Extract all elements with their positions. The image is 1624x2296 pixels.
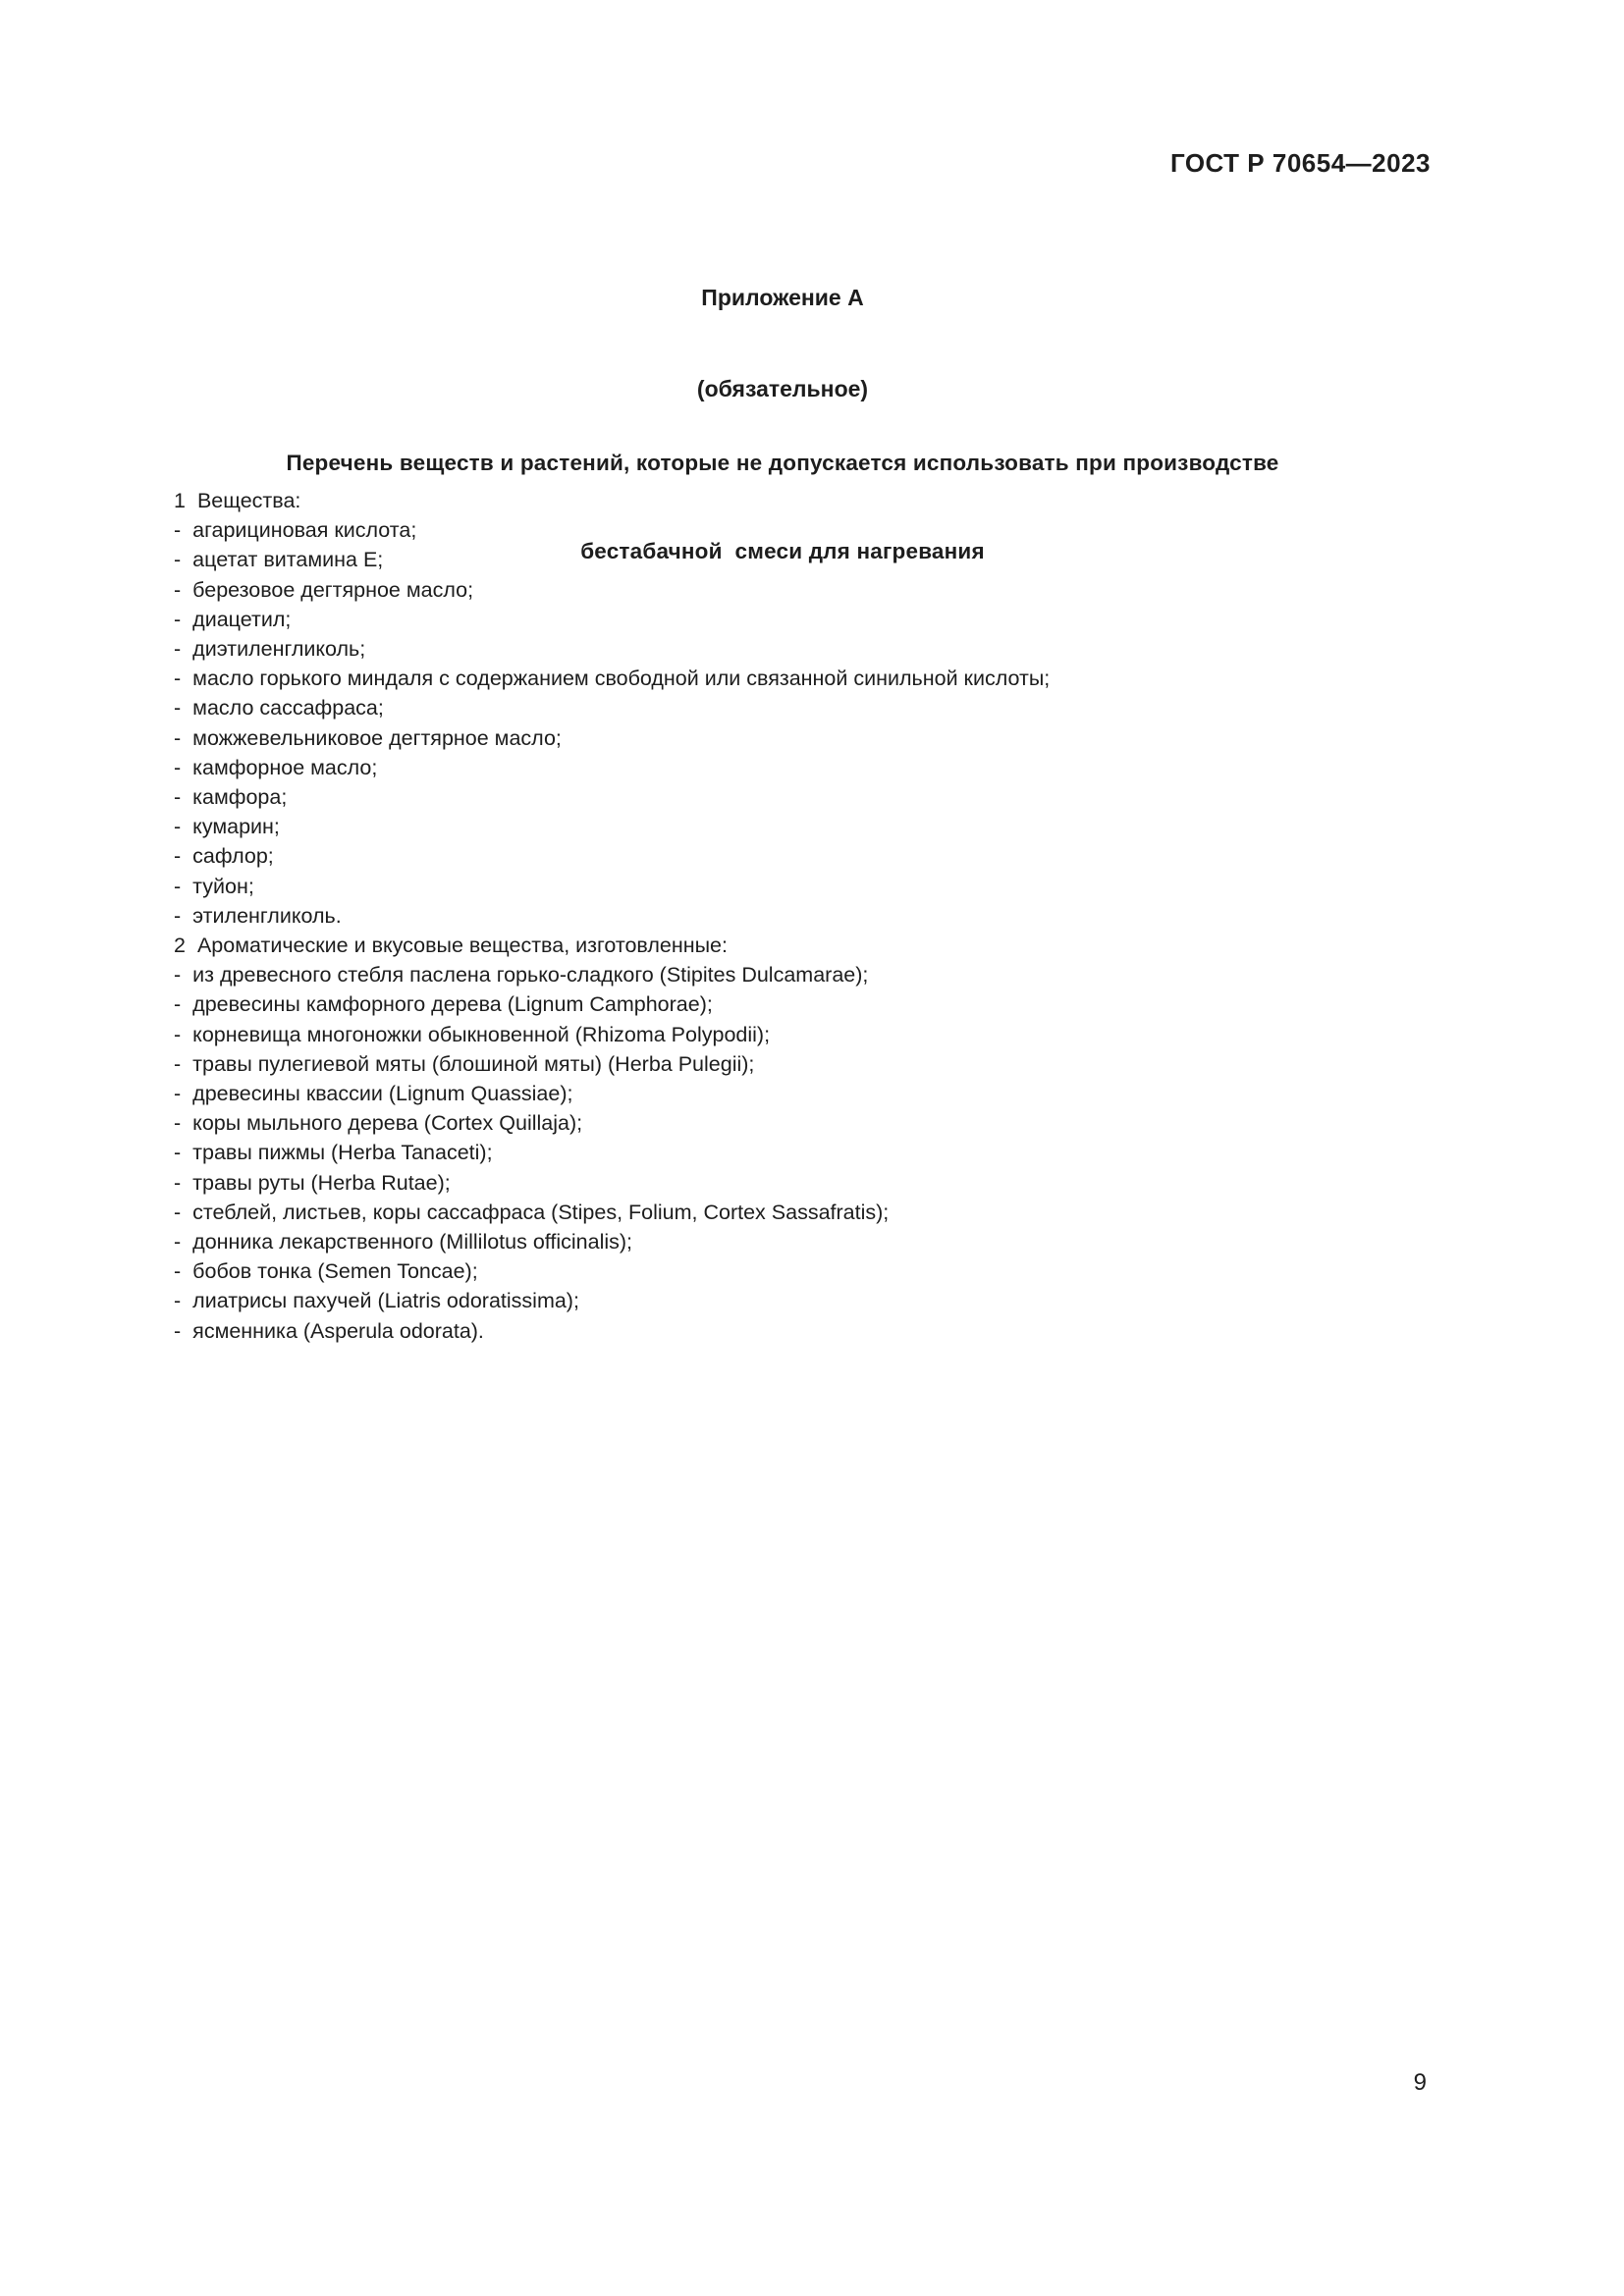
list-item-text: масло сассафраса; [192,696,384,721]
list-item-marker: - [174,1230,182,1255]
list-item [174,1286,1391,1315]
list-item-marker: - [174,696,182,721]
list-item-marker: - [174,1082,182,1106]
list-item-marker: 1 [174,489,186,512]
list-item [174,1256,1391,1286]
list-item-text: диэтиленгликоль; [192,637,366,662]
list-item-marker: - [174,1170,182,1195]
section-title-line2: бестабачной смеси для нагревания [580,539,985,563]
list-item-marker: 2 [174,934,186,958]
list-item [174,1168,1391,1198]
list-item-text: травы пулегиевой мяты (блошиной мяты) (Herba Pulegii); [192,1051,755,1076]
list-item [174,753,1391,782]
list-item [174,1227,1391,1256]
list-item [174,664,1391,693]
list-item [174,1108,1391,1138]
list-item-marker: - [174,607,182,631]
list-item-marker: - [174,518,182,543]
list-item-text: Вещества: [196,489,301,512]
list-item [174,812,1391,841]
list-item-text: этиленгликоль. [192,903,342,928]
list-item-text: масло горького миндаля с содержанием свободной или связанной синильной кислоты; [192,667,1051,691]
list-item-text: сафлор; [192,844,274,869]
list-item [174,693,1391,722]
list-item-text: камфорное масло; [192,755,378,779]
list-item-text: из древесного стебля паслена горько-сладкого (Stipites Dulcamarae); [192,963,869,988]
list-item [174,545,1391,574]
list-item-text: коры мыльного дерева (Cortex Quillaja); [192,1111,583,1136]
list-item-marker: - [174,1289,182,1313]
list-item [174,1020,1391,1049]
list-item-text: ацетат витамина Е; [192,548,384,572]
list-item [174,931,1391,960]
list-item-marker: - [174,1259,182,1284]
list-item-marker: - [174,667,182,691]
list-item [174,960,1391,989]
list-item [174,901,1391,931]
list-item [174,486,1391,515]
list-item-marker: - [174,844,182,869]
list-item [174,723,1391,753]
list-item-text: стеблей, листьев, коры сассафраса (Stipes, Folium, Cortex Sassafratis); [192,1200,890,1224]
list-item [174,1198,1391,1227]
list-item-text: Ароматические и вкусовые вещества, изготовленные: [196,934,728,958]
list-item-marker: - [174,1051,182,1076]
list-item-marker: - [174,755,182,779]
list-item-marker: - [174,815,182,839]
annex-subtitle: (обязательное) [696,376,869,401]
list-item-marker: - [174,1111,182,1136]
list-item-marker: - [174,1200,182,1224]
list-item-text: березовое дегтярное масло; [192,577,474,602]
list-item-marker: - [174,1318,182,1343]
list-item-text: агарициновая кислота; [192,518,417,543]
list-item-text: ясменника (Asperula odorata). [192,1318,484,1343]
list-item-marker: - [174,992,182,1017]
section-title-line1: Перечень веществ и растений, которые не допускается использовать при производстве [286,451,1279,475]
list-item-text: камфора; [192,785,288,810]
list-item-text: бобов тонка (Semen Toncae); [192,1259,478,1284]
list-item [174,872,1391,901]
list-item-text: травы пижмы (Herba Tanaceti); [192,1141,493,1165]
list-item [174,605,1391,634]
list-item [174,1079,1391,1108]
list-item-text: диацетил; [192,607,292,631]
list-item [174,782,1391,812]
list-item-text: можжевельниковое дегтярное масло; [192,725,562,750]
list-item [174,515,1391,545]
list-item-marker: - [174,903,182,928]
document-number: ГОСТ Р 70654—2023 [1169,148,1431,178]
list-item [174,1316,1391,1346]
list-item-text: древесины квассии (Lignum Quassiae); [192,1082,573,1106]
list-item [174,634,1391,664]
list-item-text: кумарин; [192,815,280,839]
list-item [174,1049,1391,1079]
substance-list [174,486,1391,1346]
list-item-text: древесины камфорного дерева (Lignum Camphorae); [192,992,713,1017]
list-item-marker: - [174,963,182,988]
list-item-text: донника лекарственного (Millilotus officinalis); [192,1230,633,1255]
list-item-marker: - [174,577,182,602]
list-item [174,1138,1391,1167]
annex-title: Приложение А [701,285,864,310]
list-item-marker: - [174,874,182,898]
page-number: 9 [1413,2069,1427,2096]
list-item-marker: - [174,1022,182,1046]
list-item [174,575,1391,605]
list-item-text: лиатрисы пахучей (Liatris odoratissima); [192,1289,579,1313]
list-item [174,989,1391,1019]
list-item-marker: - [174,637,182,662]
list-item-marker: - [174,548,182,572]
list-item-text: туйон; [192,874,254,898]
list-item-marker: - [174,725,182,750]
list-item-text: корневища многоножки обыкновенной (Rhizoma Polypodii); [192,1022,771,1046]
list-item-text: травы руты (Herba Rutae); [192,1170,451,1195]
list-item [174,841,1391,871]
list-item-marker: - [174,785,182,810]
list-item-marker: - [174,1141,182,1165]
